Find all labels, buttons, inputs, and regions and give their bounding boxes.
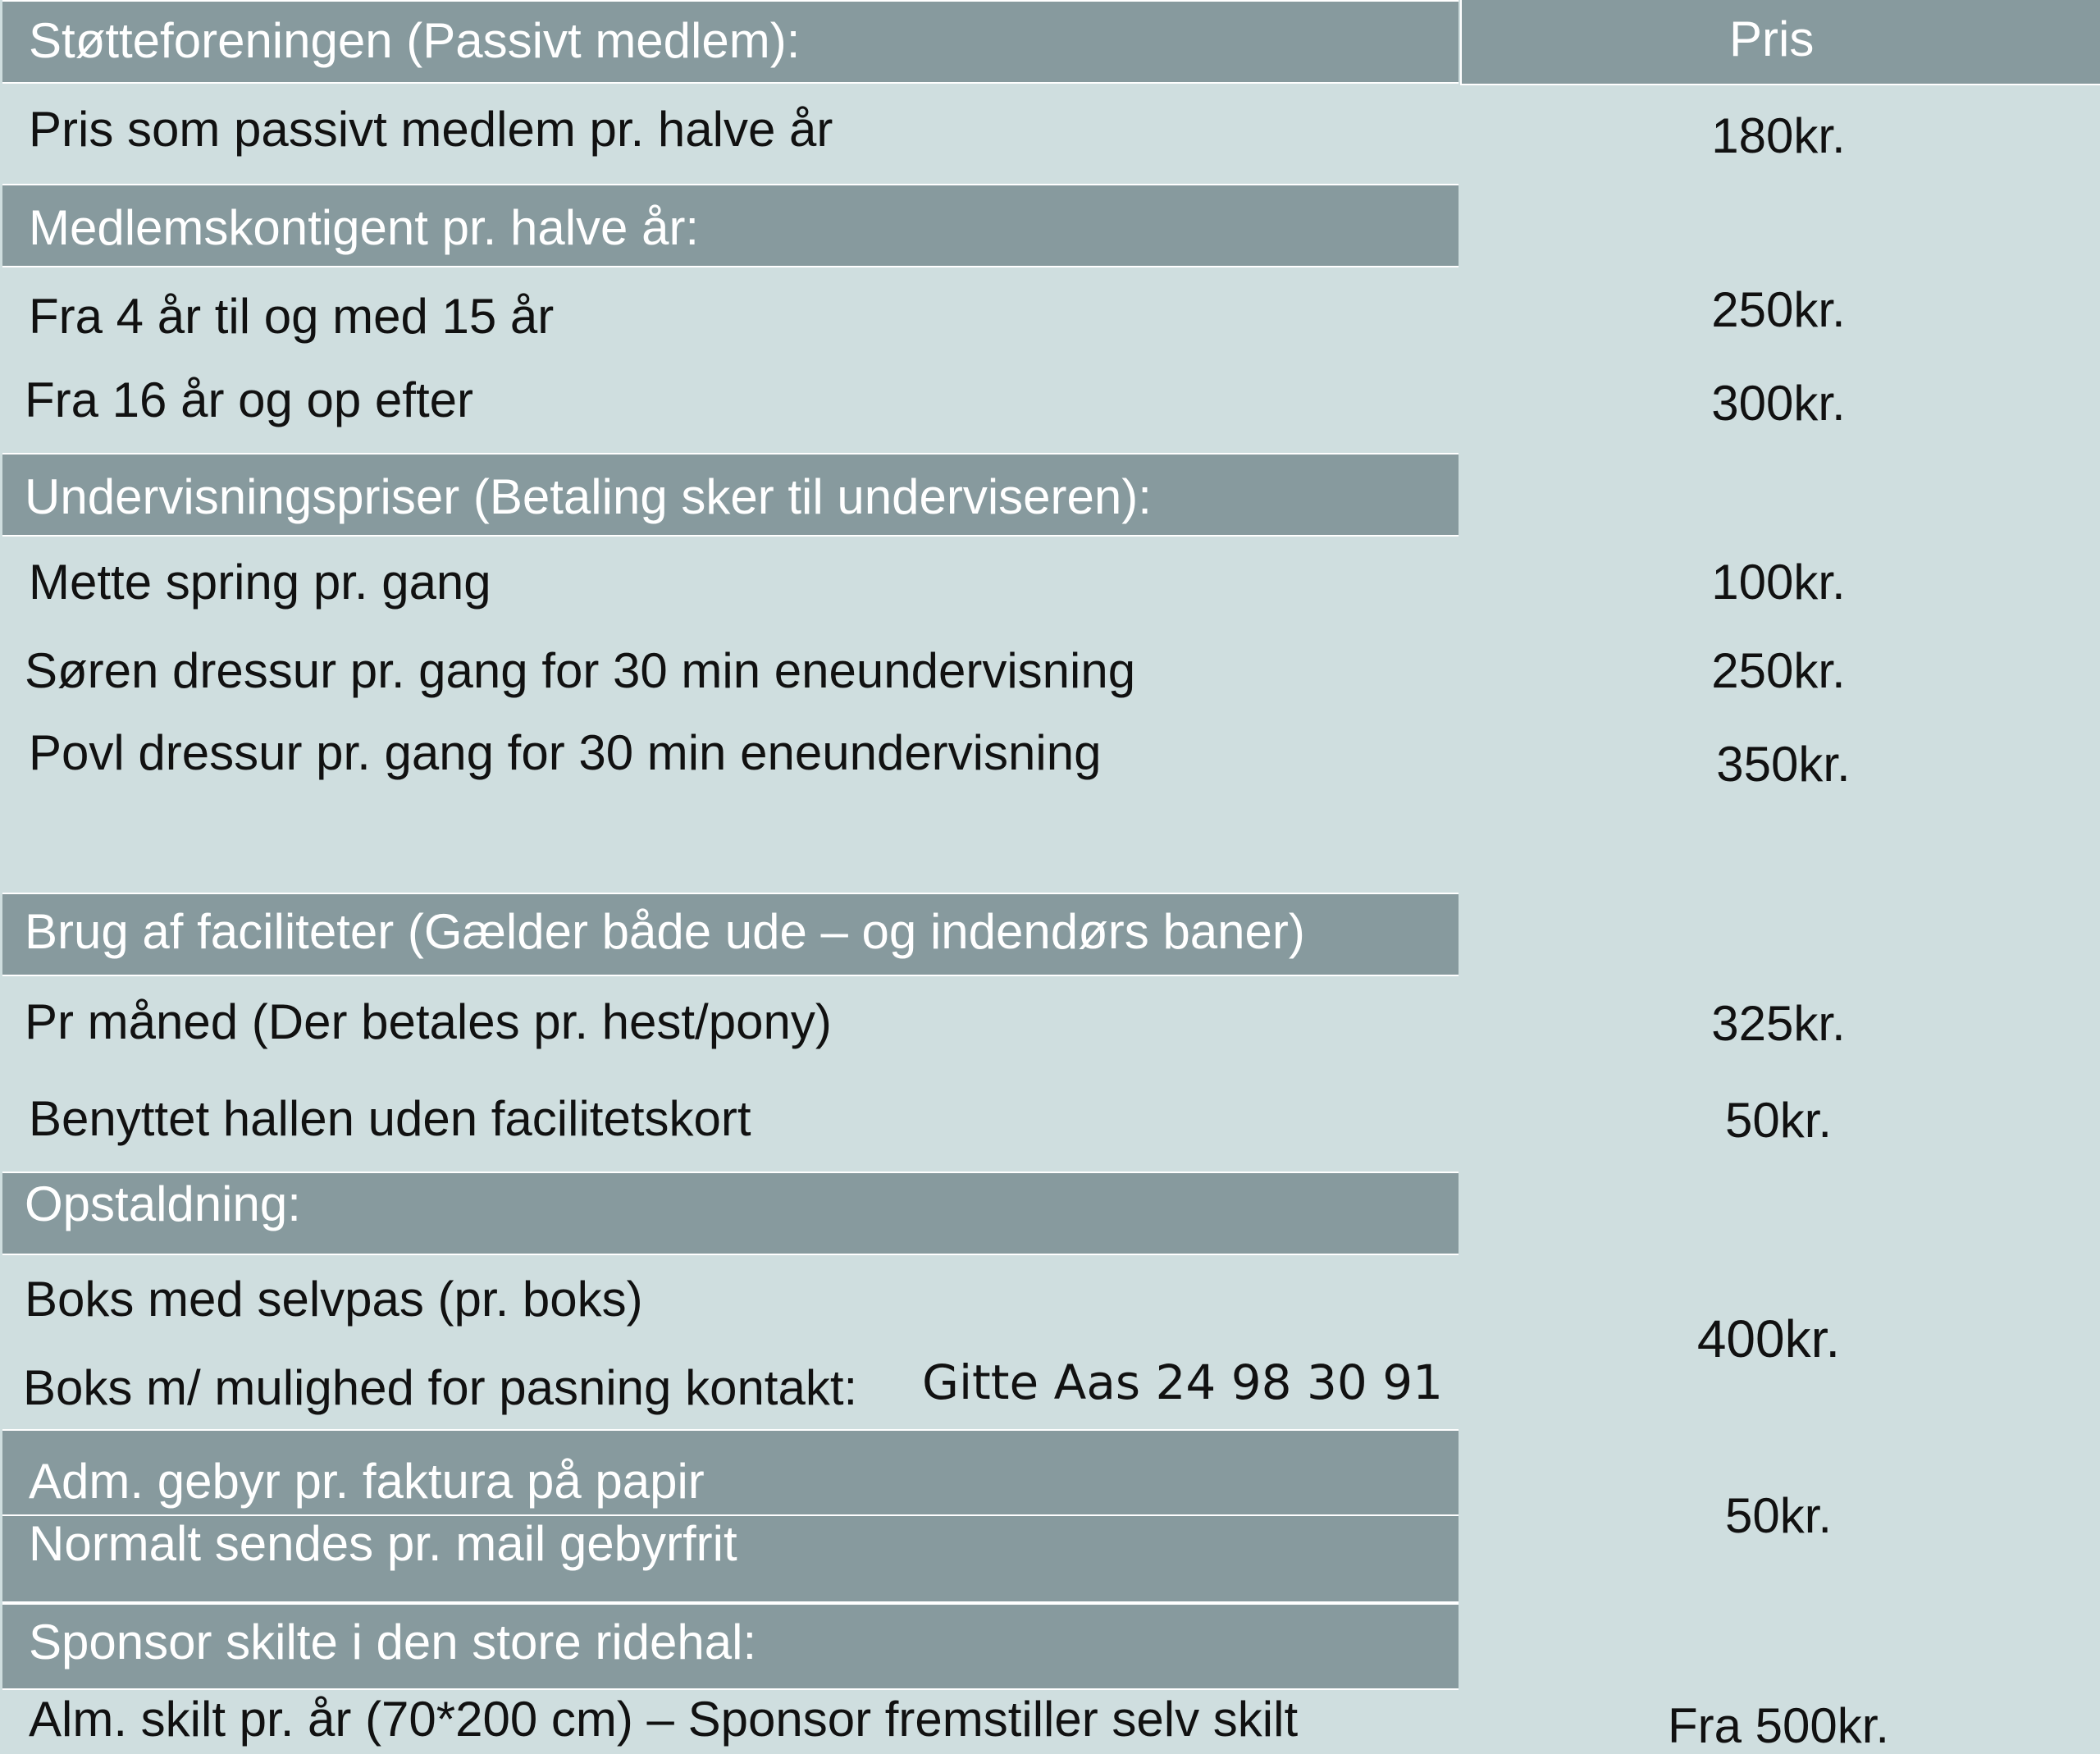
section-title: Brug af faciliteter (Gælder både ude – og indendørs baner) xyxy=(25,904,1305,959)
price-value: 250kr. xyxy=(1711,643,1846,698)
section-title: Støtteforeningen (Passivt medlem): xyxy=(29,13,801,68)
price-value: Fra 500kr. xyxy=(1667,1698,1890,1753)
price-value: 400kr. xyxy=(1696,1309,1841,1368)
section-title: Opstaldning: xyxy=(25,1176,301,1231)
row-label: Boks med selvpas (pr. boks) xyxy=(25,1272,643,1327)
price-value: 100kr. xyxy=(1711,555,1846,610)
row-label: Povl dressur pr. gang for 30 min eneundervisning xyxy=(29,725,1102,780)
section-title: Medlemskontigent pr. halve år: xyxy=(29,200,700,255)
section-subtitle: Normalt sendes pr. mail gebyrfrit xyxy=(29,1516,737,1571)
row-label: Søren dressur pr. gang for 30 min eneundervisning xyxy=(25,643,1136,698)
price-value: 50kr. xyxy=(1724,1093,1833,1148)
row-label: Fra 16 år og op efter xyxy=(25,372,473,427)
row-label: Benyttet hallen uden facilitetskort xyxy=(29,1091,751,1146)
row-label: Fra 4 år til og med 15 år xyxy=(29,289,555,344)
section-title: Undervisningspriser (Betaling sker til underviseren): xyxy=(25,469,1152,524)
row-label: Alm. skilt pr. år (70*200 cm) – Sponsor fremstiller selv skilt xyxy=(29,1692,1299,1747)
price-value: 325kr. xyxy=(1711,996,1846,1051)
price-header-label: Pris xyxy=(1729,11,1815,66)
price-value: 300kr. xyxy=(1711,376,1846,431)
price-value: 180kr. xyxy=(1711,108,1846,163)
row-label: Pris som passivt medlem pr. halve år xyxy=(29,102,833,157)
price-value: 50kr. xyxy=(1724,1488,1833,1543)
section-title: Adm. gebyr pr. faktura på papir xyxy=(29,1454,705,1509)
row-label: Boks m/ mulighed for pasning kontakt: xyxy=(23,1360,858,1415)
row-label: Mette spring pr. gang xyxy=(29,555,491,610)
price-value: 250kr. xyxy=(1711,282,1846,337)
section-title: Sponsor skilte i den store ridehal: xyxy=(29,1615,757,1669)
contact-info: Gitte Aas 24 98 30 91 xyxy=(922,1354,1444,1410)
price-value: 350kr. xyxy=(1716,737,1851,792)
row-label: Pr måned (Der betales pr. hest/pony) xyxy=(25,994,832,1049)
